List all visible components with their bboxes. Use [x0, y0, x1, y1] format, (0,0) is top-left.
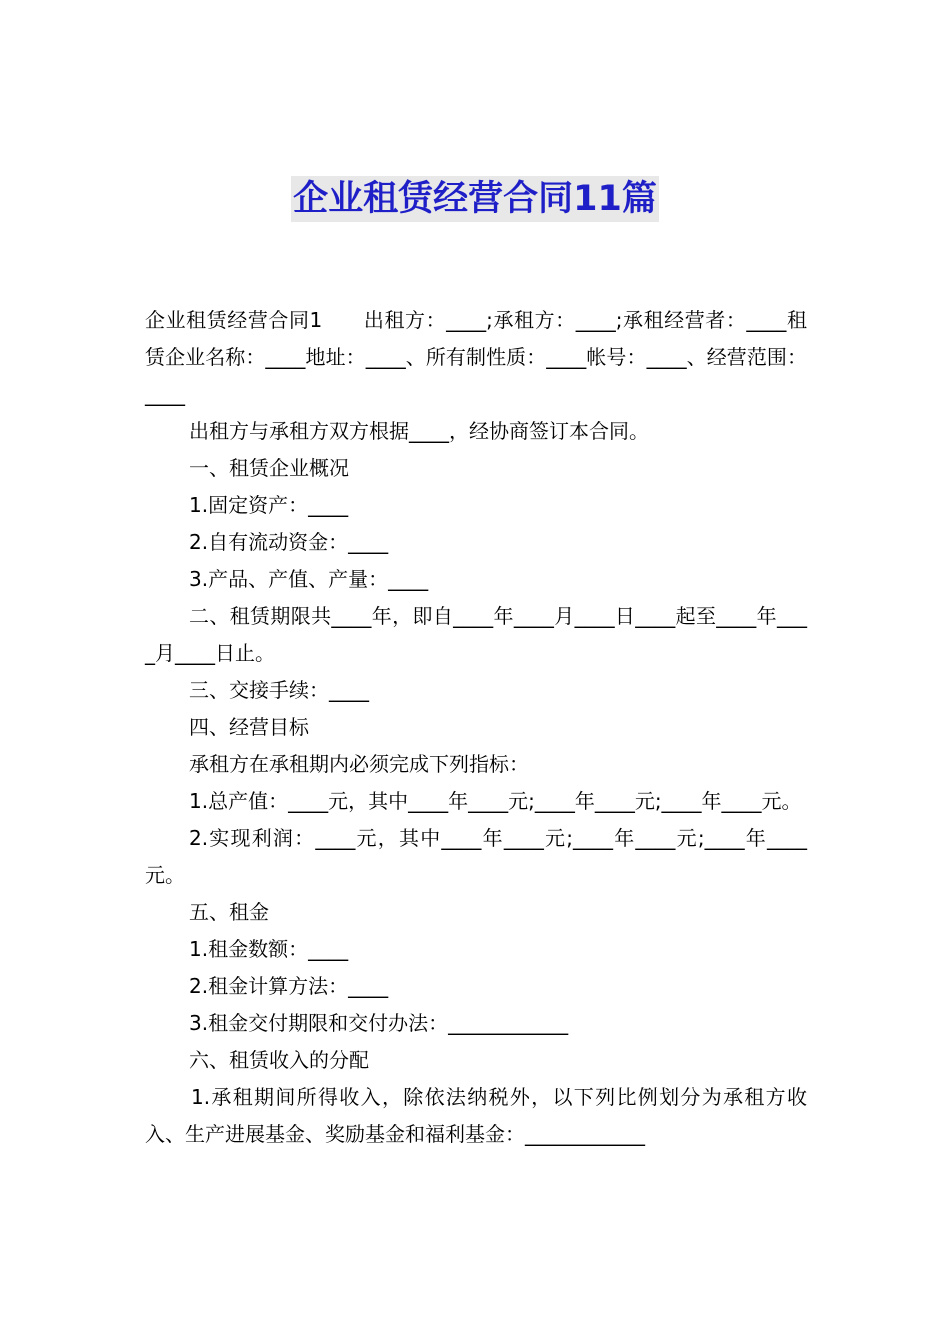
list-item: 2.实现利润：____元，其中____年____元;____年____元;____年____元。 [145, 826, 807, 887]
section-heading-6: 六、租赁收入的分配 [189, 1048, 369, 1072]
section-heading-5: 五、租金 [189, 900, 269, 924]
title-container [0, 176, 950, 222]
document-title: 企业租赁经营合同11篇 [291, 176, 659, 222]
document-body [145, 302, 807, 1153]
list-item: 1.租金数额：____ [189, 937, 349, 961]
list-item: 3.租金交付期限和交付办法：____________ [189, 1011, 569, 1035]
section-heading-2: 二、租赁期限共____年，即自____年____月____日____起至____年____月____日止。 [145, 604, 807, 665]
list-item: 2.自有流动资金：____ [189, 530, 389, 554]
paragraph-agreement: 出租方与承租方双方根据____，经协商签订本合同。 [189, 419, 649, 443]
list-item: 3.产品、产值、产量：____ [189, 567, 429, 591]
list-item: 1.承租期间所得收入，除依法纳税外，以下列比例划分为承租方收入、生产进展基金、奖励基金和福利基金：____________ [145, 1085, 807, 1146]
list-item: 2.租金计算方法：____ [189, 974, 389, 998]
section-heading-3: 三、交接手续：____ [189, 678, 369, 702]
paragraph-targets: 承租方在承租期内必须完成下列指标： [189, 752, 529, 776]
section-heading-4: 四、经营目标 [189, 715, 309, 739]
paragraph-intro: 企业租赁经营合同1 出租方：____;承租方：____;承租经营者：____租赁企业名称：____地址：____、所有制性质：____帐号：____、经营范围：____ [145, 308, 807, 406]
section-heading-1: 一、租赁企业概况 [189, 456, 349, 480]
list-item: 1.固定资产：____ [189, 493, 349, 517]
list-item: 1.总产值：____元，其中____年____元;____年____元;____年____元。 [189, 789, 802, 813]
